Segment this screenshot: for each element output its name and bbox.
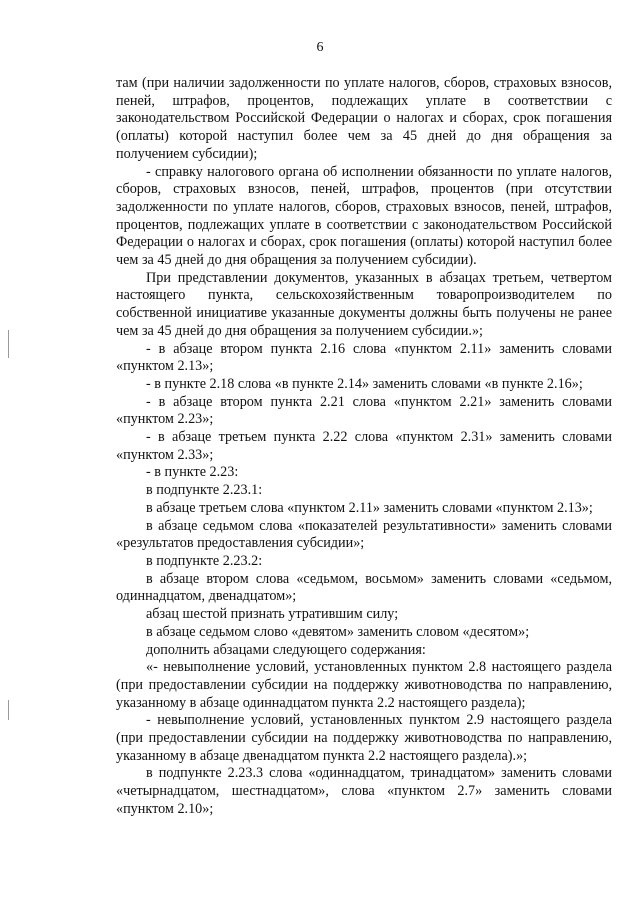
paragraph: При представлении документов, указанных в абзацах третьем, четвертом настоящего пункта, сельскохозяйственным товаропроизводителем по собственной инициативе указанные документы должны быть получены не ранее чем за 45 дней до дня обращения за получением субсидии.»; [116,269,612,339]
page-number: 6 [316,40,324,55]
paragraph: абзац шестой признать утратившим силу; [146,606,399,623]
paragraph: - невыполнение условий, установленных пунктом 2.9 настоящего раздела (при предоставлении субсидии на поддержку животноводства по направлению, указанному в абзаце двенадцатом пункта 2.2 настоящего раздела).»; [116,712,612,764]
scan-edge-mark-bottom [8,700,9,720]
paragraph: в абзаце третьем слова «пунктом 2.11» заменить словами «пунктом 2.13»; [146,499,593,516]
paragraph: - в пункте 2.23: [146,464,239,481]
paragraph: в подпункте 2.23.3 слова «одиннадцатом, тринадцатом» заменить словами «четырнадцатом, шестнадцатом», слова «пунктом 2.7» заменить словами «пунктом 2.10»; [116,765,612,817]
paragraph: - в абзаце втором пункта 2.21 слова «пунктом 2.21» заменить словами «пунктом 2.23»; [116,393,612,428]
paragraph: - в абзаце третьем пункта 2.22 слова «пунктом 2.31» заменить словами «пунктом 2.33»; [116,429,612,463]
paragraph: в абзаце седьмом слово «девятом» заменить словом «десятом»; [146,623,530,640]
paragraph: - в абзаце втором пункта 2.16 слова «пунктом 2.11» заменить словами «пунктом 2.13»; [116,340,612,375]
paragraph: в подпункте 2.23.1: [146,482,263,499]
paragraph: - справку налогового органа об исполнении обязанности по уплате налогов, сборов, страховых взносов, пеней, штрафов, процентов (при отсутствии задолженности по уплате налогов, сборов, страховых взносов, пеней, штрафов, процентов, подлежащих уплате в соответствии с законодательством Российской Федерации о налогах и сборах, срок погашения (оплаты) которой наступил более чем за 45 дней до дня обращения за получением субсидии). [116,163,612,269]
paragraph: дополнить абзацами следующего содержания: [146,641,426,658]
document-body [116,75,612,819]
paragraph: «- невыполнение условий, установленных пунктом 2.8 настоящего раздела (при предоставлении субсидии на поддержку животноводства по направлению, указанному в абзаце одиннадцатом пункта 2.2 настоящего раздела); [116,659,612,711]
scan-edge-mark-top [8,330,9,358]
paragraph: в абзаце втором слова «седьмом, восьмом» заменить словами «седьмом, одиннадцатом, двенадцатом»; [116,570,612,605]
paragraph: в абзаце седьмом слова «показателей результативности» заменить словами «результатов предоставления субсидии»; [116,517,612,552]
paragraph: - в пункте 2.18 слова «в пункте 2.14» заменить словами «в пункте 2.16»; [146,375,583,392]
paragraph: там (при наличии задолженности по уплате налогов, сборов, страховых взносов, пеней, штрафов, процентов, подлежащих уплате в соответствии с законодательством Российской Федерации о налогах и сборах, срок погашения (оплаты) которой наступил более чем за 45 дней до дня обращения за получением субсидии); [116,75,612,162]
paragraph: в подпункте 2.23.2: [146,552,263,569]
